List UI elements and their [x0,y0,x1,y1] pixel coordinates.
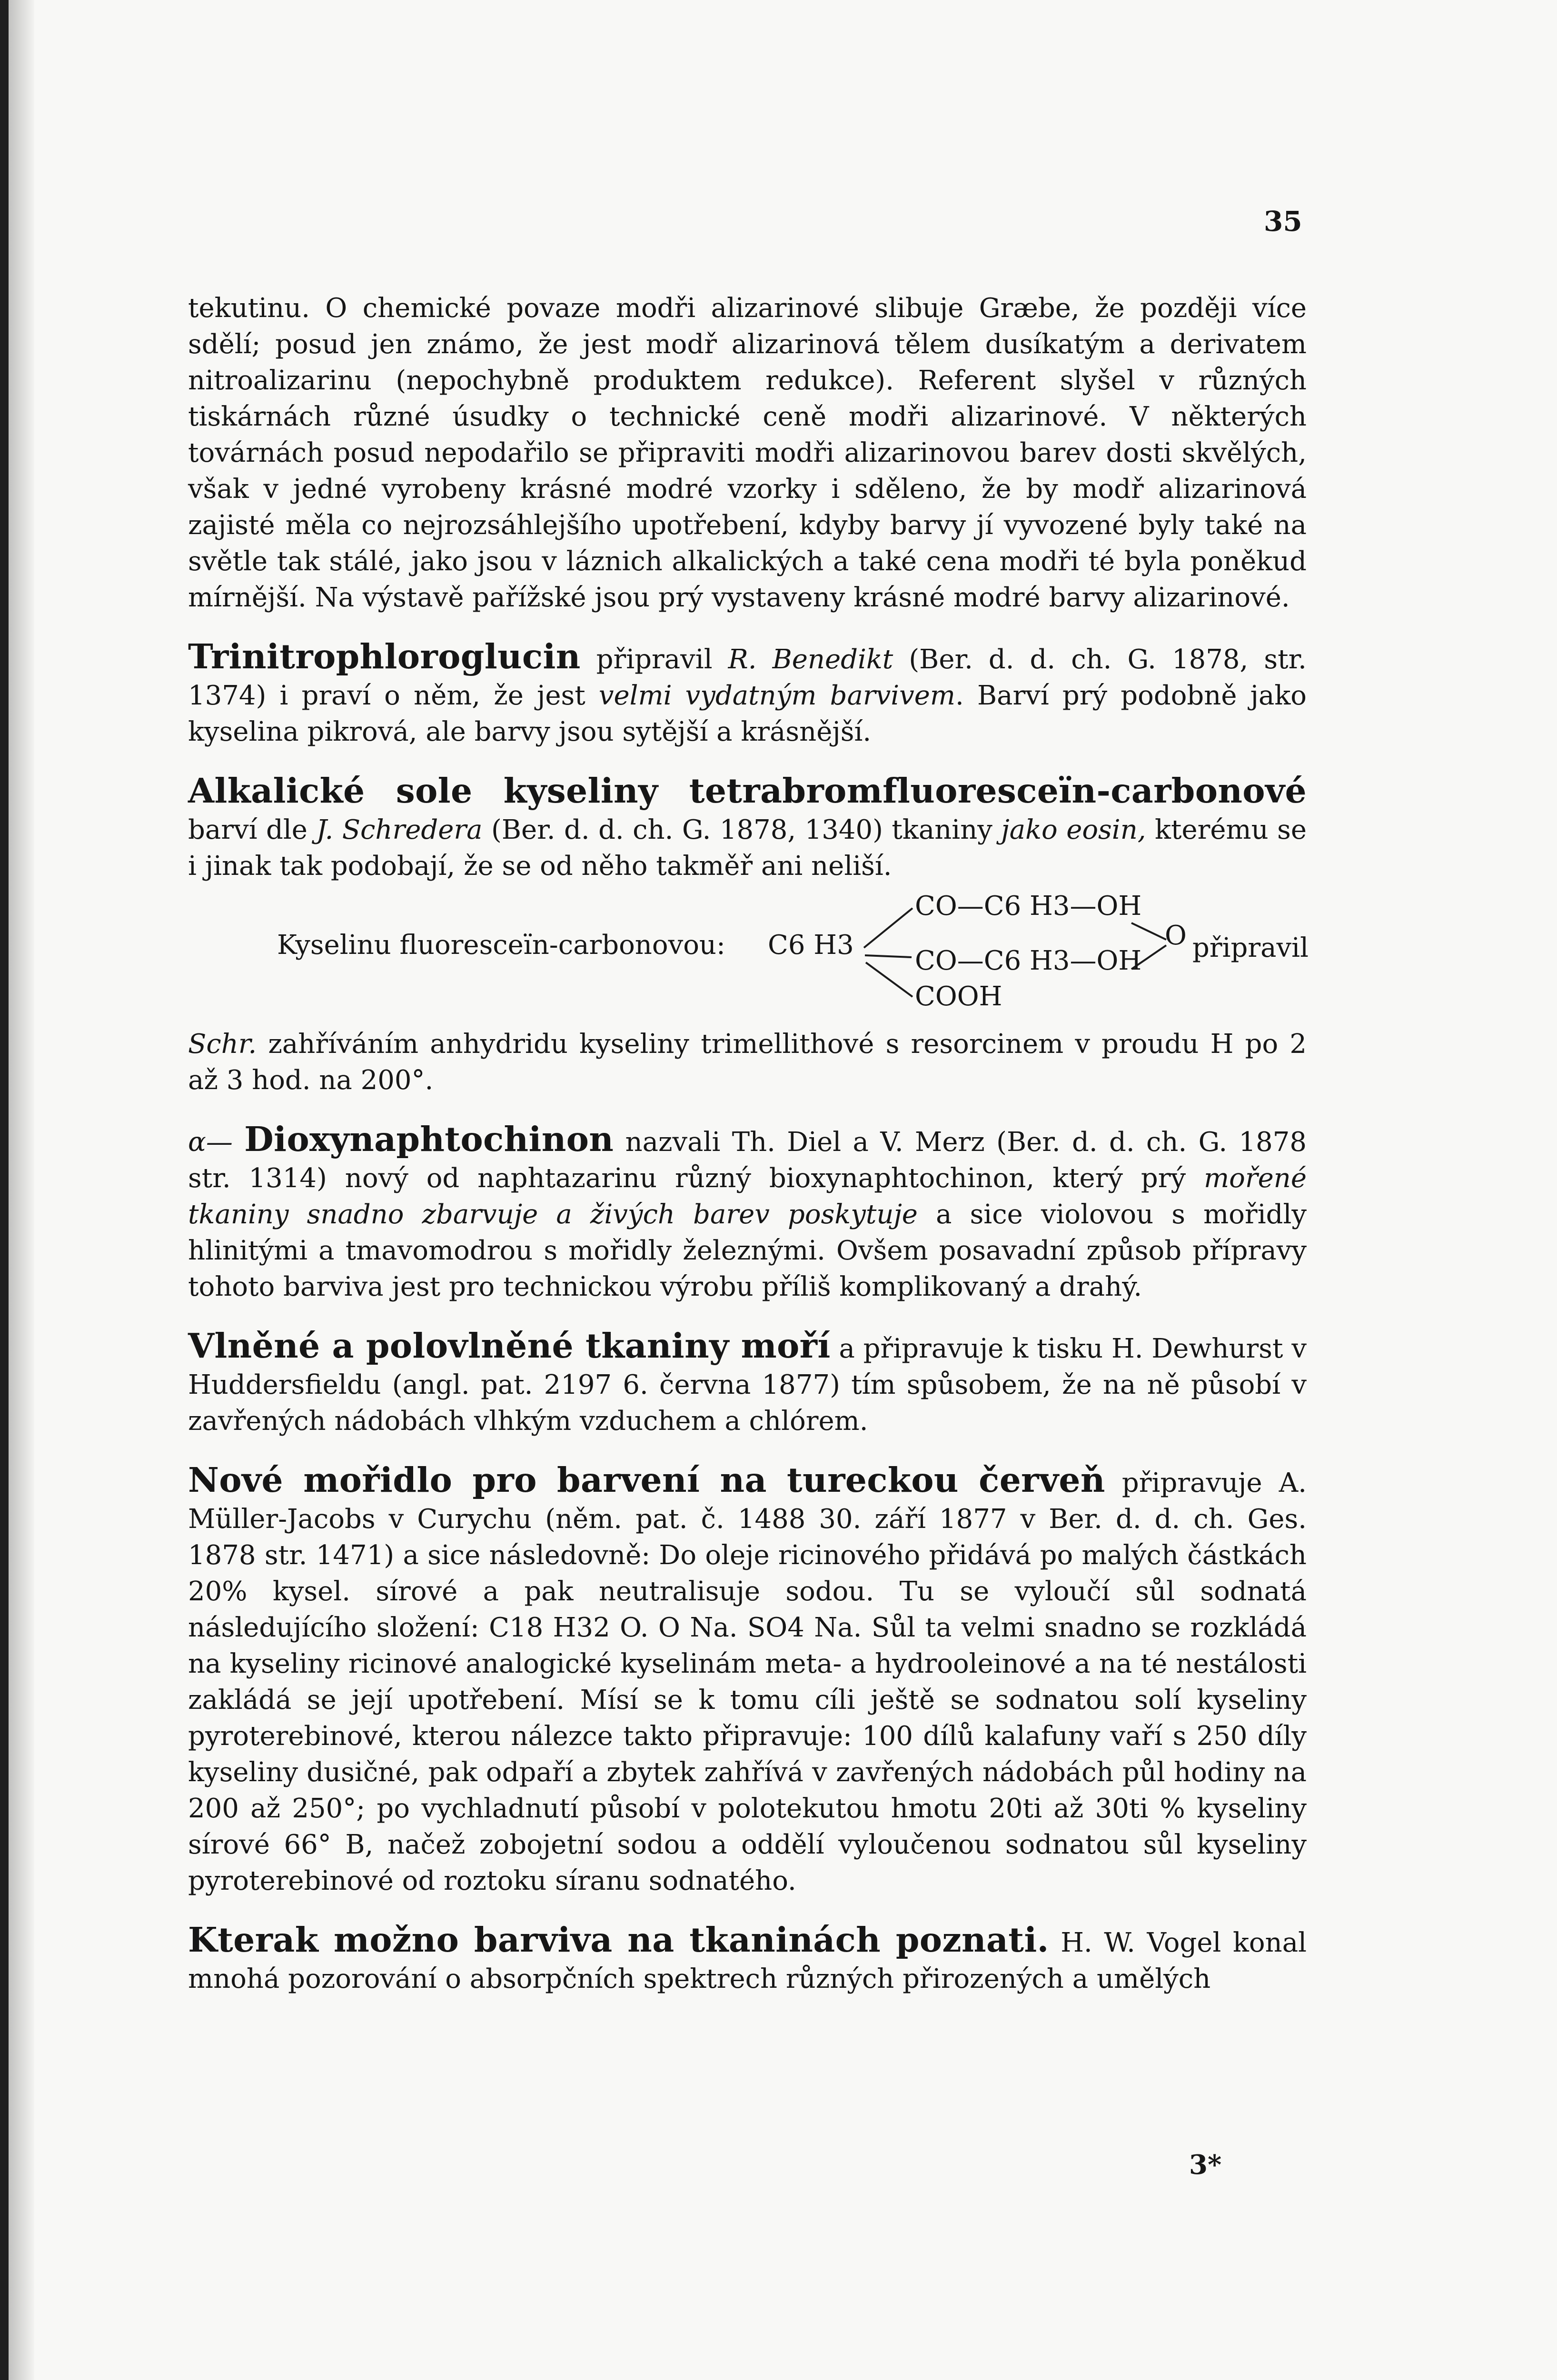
section-title-vlnene: Vlněné a polovlněné tkaniny moří [188,1326,831,1366]
page-number: 35 [1264,205,1302,238]
formula-o: O [1165,920,1187,951]
formula-right: připravil [1192,932,1309,963]
formula-label: Kyselinu fluoresceïn-carbonovou: [277,930,725,961]
section-title-dioxynaphtochinon: Dioxynaphtochinon [244,1119,614,1159]
paragraph-trinitrophloroglucin [188,638,1307,750]
section-title-trinitrophloroglucin: Trinitrophloroglucin [188,636,581,676]
section-title-nove-moridlo: Nové mořidlo pro barvení na tureckou červeň [188,1460,1105,1500]
paragraph-1 [188,290,1307,616]
paragraph-1-text: tekutinu. O chemické povaze modři alizarinové slibuje Græbe, že později více sdělí; posud jen známo, že jest modř alizarinová tělem dusíkatým a derivatem nitroalizarinu (nepochybně produktem redukce). Referent slyšel v různých tiskárnách různé úsudky o technické ceně modři alizarinové. V některých továrnách posud nepodařilo se připraviti modři alizarinovou barev dosti skvělých, však v jedné vyrobeny krásné modré vzorky i sděleno, že by modř alizarinová zajisté měla co nejrozsáhlejšího upotřebení, kdyby barvy jí vyvozené byly také na světle tak stálé, jako jsou v láznich alkalických a také cena modři té byla poněkud mírnější. Na výstavě pařížské jsou prý vystaveny krásné modré barvy alizarinové. [188,293,1307,613]
signature-mark: 3* [1189,2149,1222,2181]
formula-bottom: COOH [915,981,1002,1012]
paragraph-8-text: H. W. Vogel konal mnohá pozorování o absorpčních spektrech různých přirozených a umělých [188,1927,1307,1994]
alpha-prefix: α— [188,1127,245,1158]
page-shadow [9,0,34,2380]
paragraph-2-italic: velmi vydatným barvivem [598,680,956,711]
paragraph-2-text-1: připravil [580,644,728,675]
paragraph-schr [188,1026,1307,1099]
chemical-formula [188,888,1307,1026]
paragraph-3-text-1: barví dle [188,814,317,845]
formula-mid: CO—C6 H3—OH [915,945,1142,976]
formula-top: CO—C6 H3—OH [915,891,1142,922]
formula-center: C6 H3 [768,930,854,961]
paragraph-5-italic: mořené tkaniny snadno zbarvuje a živých barev poskytuje [188,1163,1307,1230]
paragraph-2-text-3: . Barví prý podobně jako kyselina pikrová, ale barvy jsou sytější a krásnější. [188,680,1307,747]
author-benedikt: R. Benedikt [728,644,893,675]
paragraph-dioxynaphtochinon [188,1121,1307,1305]
paragraph-3-italic: jako eosin, [1001,814,1146,845]
paragraph-2-text-2: (Ber. d. d. ch. G. 1878, str. 1374) i praví o něm, že jest [188,644,1307,711]
paragraph-3-text-2: (Ber. d. d. ch. G. 1878, 1340) tkaniny [482,814,1002,845]
author-schredera: J. Schredera [316,814,483,845]
section-title-alkalicke-sole: Alkalické sole kyseliny tetrabromfluoresceïn-carbonové [188,771,1307,811]
paragraph-6-text: a připravuje k tisku H. Dewhurst v Huddersfieldu (angl. pat. 2197 6. června 1877) tím spůsobem, že na ně působí v zavřených nádobách vlhkým vzduchem a chlórem. [188,1333,1307,1437]
paragraph-3-text-3: kterému se i jinak tak podobají, že se od něho takměř ani neliší. [188,814,1307,882]
author-schr: Schr. [188,1029,257,1060]
document-body [188,290,1307,1997]
paragraph-7-text: připravuje A. Müller-Jacobs v Curychu (něm. pat. č. 1488 30. září 1877 v Ber. d. d. ch. Ges. 1878 str. 1471) a sice následovně: Do oleje ricinového přidává po malých částkách 20% kysel. sírové a pak neutralisuje sodou. Tu se vyloučí sůl sodnatá následujícího složení: C18 H32 O. O Na. SO4 Na. Sůl ta velmi snadno se rozkládá na kyseliny ricinové analogické kyselinám meta- a hydrooleinové a na té nestálosti zakládá se její upotřebení. Mísí se k tomu cíli ještě se sodnatou solí kyseliny pyroterebinové, kterou nálezce takto připravuje: 100 dílů kalafuny vaří s 250 díly kyseliny dusičné, pak odpaří a zbytek zahřívá v zavřených nádobách půl hodiny na 200 až 250°; po vychladnutí působí v polotekutou hmotu 20ti až 30ti % kyseliny sírové 66° B, načež zobojetní sodou a oddělí vyloučenou sodnatou sůl kyseliny pyroterebinové od roztoku síranu sodnatého. [188,1468,1307,1896]
paragraph-kterak [188,1922,1307,1997]
section-title-kterak: Kterak možno barviva na tkaninách poznati. [188,1920,1049,1960]
paragraph-alkalicke-sole [188,773,1307,884]
paragraph-5-text-2: a sice violovou s mořidly hlinitými a tmavomodrou s mořidly železnými. Ovšem posavadní způsob přípravy tohoto barviva jest pro technickou výrobu příliš komplikovaný a drahý. [188,1199,1307,1302]
paragraph-vlnene [188,1328,1307,1439]
paragraph-4-text: zahříváním anhydridu kyseliny trimellithové s resorcinem v proudu H po 2 až 3 hod. na 200°. [188,1029,1307,1096]
binding-edge [0,0,9,2380]
paragraph-5-text-1: nazvali Th. Diel a V. Merz (Ber. d. d. ch. G. 1878 str. 1314) nový od naphtazarinu různý bioxynaphtochinon, který prý [188,1127,1307,1194]
paragraph-nove-moridlo [188,1462,1307,1899]
